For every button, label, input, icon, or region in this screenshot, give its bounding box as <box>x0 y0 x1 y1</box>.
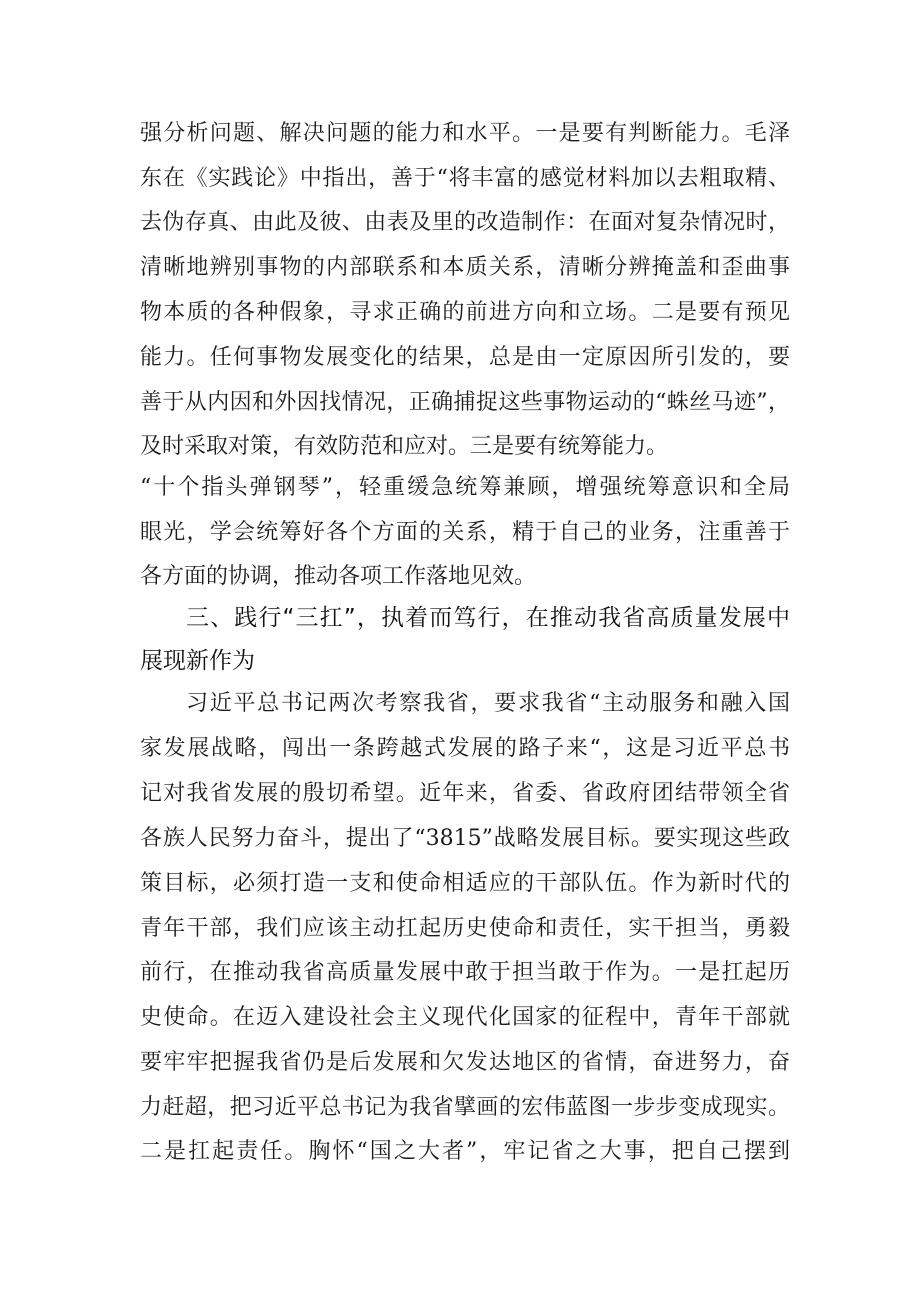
text-line: 东在《实践论》中指出，善于“将丰富的感觉材料加以去粗取精、 <box>140 166 790 191</box>
text-line: 前行，在推动我省高质量发展中敢于担当敢于作为。一是扛起历 <box>140 960 790 985</box>
text-line: 善于从内因和外因找情况，正确捕捉这些事物运动的“蛛丝马迹”， <box>140 390 790 415</box>
text-line: 策目标，必须打造一支和使命相适应的干部队伍。作为新时代的 <box>140 871 790 896</box>
text-line: 及时采取对策，有效防范和应对。三是要有统筹能力。 <box>140 434 669 459</box>
section-heading-line: 三、践行“三扛”，执着而笃行，在推动我省高质量发展中 <box>186 605 790 631</box>
text-line: 各族人民努力奋斗，提出了“3815”战略发展目标。要实现这些政 <box>140 826 790 851</box>
text-line: 能力。任何事物发展变化的结果，总是由一定原因所引发的，要 <box>140 345 790 370</box>
section-heading-line: 展现新作为 <box>140 648 255 674</box>
text-line: 青年干部，我们应该主动扛起历史使命和责任，实干担当，勇毅 <box>140 916 790 941</box>
text-line: 二是扛起责任。胸怀“国之大者”，牢记省之大事，把自己摆到 <box>140 1139 790 1164</box>
text-line: 眼光，学会统筹好各个方面的关系，精于自己的业务，注重善于 <box>140 520 790 545</box>
text-line: 家发展战略，闯出一条跨越式发展的路子来“，这是习近平总书 <box>140 736 790 761</box>
text-line: 强分析问题、解决问题的能力和水平。一是要有判断能力。毛泽 <box>140 121 790 146</box>
text-line: 各方面的协调，推动各项工作落地见效。 <box>140 564 537 589</box>
text-line: “十个指头弹钢琴”，轻重缓急统筹兼顾，增强统筹意识和全局 <box>140 475 790 500</box>
text-line: 清晰地辨别事物的内部联系和本质关系，清晰分辨掩盖和歪曲事 <box>140 255 790 280</box>
text-line: 记对我省发展的殷切希望。近年来，省委、省政府团结带领全省 <box>140 781 790 806</box>
text-line: 史使命。在迈入建设社会主义现代化国家的征程中，青年干部就 <box>140 1005 790 1030</box>
text-line: 去伪存真、由此及彼、由表及里的改造制作：在面对复杂情况时， <box>140 210 790 235</box>
text-line: 要牢牢把握我省仍是后发展和欠发达地区的省情，奋进努力，奋 <box>140 1050 790 1075</box>
text-line: 力赶超，把习近平总书记为我省擘画的宏伟蓝图一步步变成现实。 <box>140 1095 790 1120</box>
text-line: 物本质的各种假象，寻求正确的前进方向和立场。二是要有预见 <box>140 300 790 325</box>
text-line: 习近平总书记两次考察我省，要求我省“主动服务和融入国 <box>186 691 790 716</box>
